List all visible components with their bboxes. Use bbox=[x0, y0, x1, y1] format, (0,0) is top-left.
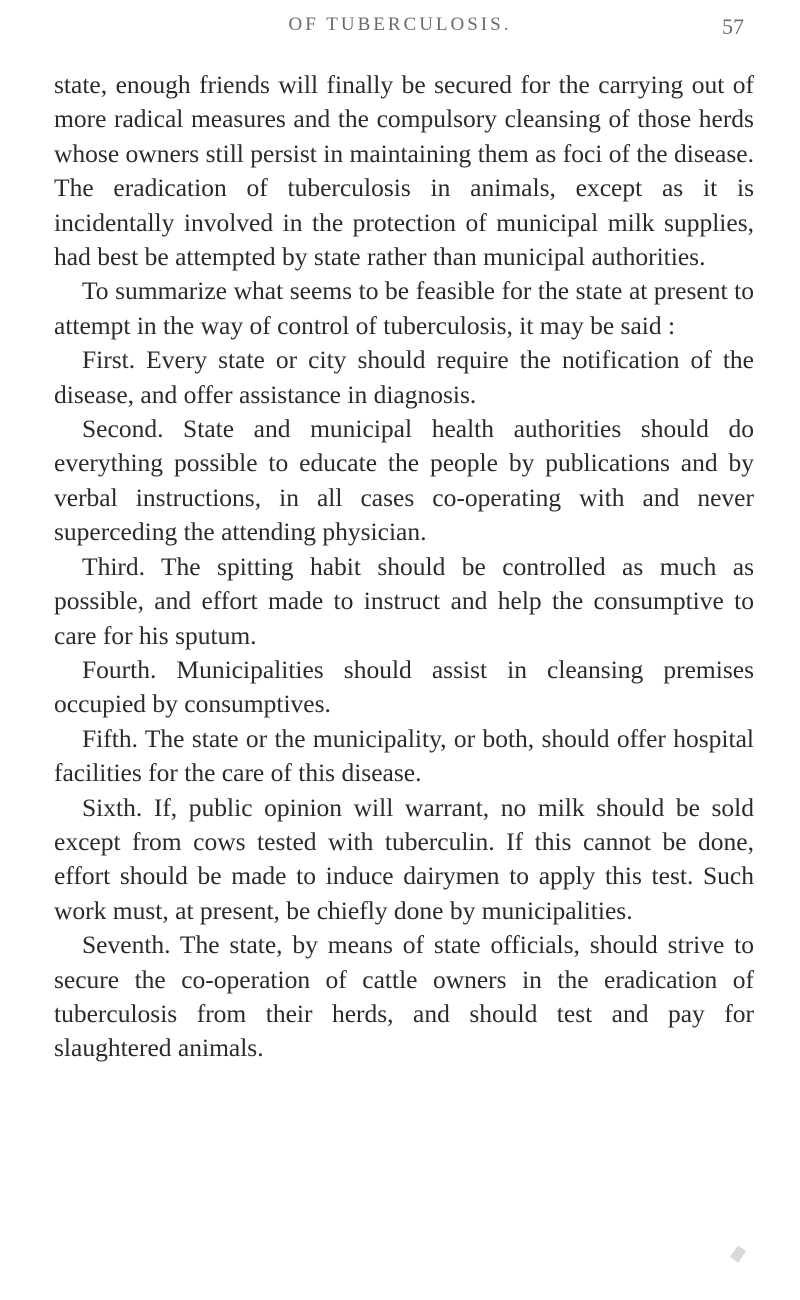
paragraph-fourth: Fourth. Municipalities should assist in cleansing premises occupied by consumptives. bbox=[54, 654, 754, 719]
scan-speck bbox=[730, 1245, 746, 1262]
paragraph-fifth: Fifth. The state or the municipality, or both, should offer hospital facilities for the care of this disease. bbox=[54, 723, 754, 788]
paragraph-first: First. Every state or city should require the notification of the disease, and offer assistance in diagnosis. bbox=[54, 345, 754, 409]
paragraph-second: Second. State and municipal health authorities should do everything possible to educate the people by publications and by verbal instructions, in all cases co-operating with and never superceding the attending physician. bbox=[54, 414, 754, 547]
paragraph-sixth: Sixth. If, public opinion will warrant, no milk should be sold except from cows tested with tuberculin. If this cannot be done, effort should be made to induce dairymen to apply this test. Such work must, at present, be chiefly done by municipalities. bbox=[54, 792, 754, 925]
page-number: 57 bbox=[722, 14, 744, 39]
paragraph-seventh: Seventh. The state, by means of state officials, should strive to secure the co-operation of cattle owners in the eradication of tuberculosis from their herds, and should test and pay for slaughtered animals. bbox=[54, 930, 754, 1063]
body-text bbox=[54, 68, 754, 1066]
paragraph-summary-intro: To summarize what seems to be feasible for the state at present to attempt in the way of control of tuberculosis, it may be said : bbox=[54, 276, 754, 340]
paragraph-third: Third. The spitting habit should be controlled as much as possible, and effort made to instruct and help the consumptive to care for his sputum. bbox=[54, 551, 754, 650]
running-head bbox=[0, 12, 800, 42]
paragraph-continuation: state, enough friends will finally be secured for the carrying out of more radical measures and the compulsory cleansing of those herds whose owners still persist in maintaining them as foci of the disease. The eradication of tuberculosis in animals, except as it is incidentally involved in the protection of municipal milk supplies, had best be attempted by state rather than municipal authorities. bbox=[54, 70, 754, 272]
running-title: OF TUBERCULOSIS. bbox=[288, 14, 512, 35]
